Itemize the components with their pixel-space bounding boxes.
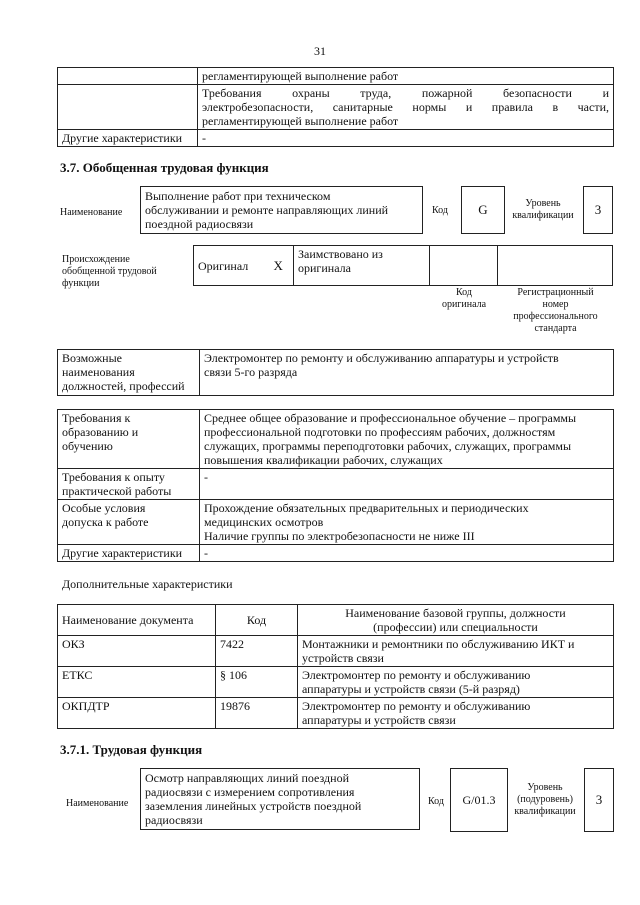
continuation-table — [57, 67, 614, 147]
table-row — [58, 698, 614, 729]
level-label — [505, 198, 581, 222]
text-line: Электромонтер по ремонту и обслуживанию — [302, 699, 531, 713]
requirement-label — [58, 500, 200, 545]
table-cell-value — [198, 85, 614, 130]
requirement-label — [58, 469, 200, 500]
text-line: обучению — [62, 439, 113, 453]
text-line: Происхождение — [62, 254, 130, 265]
level-label — [508, 782, 582, 818]
positions-label — [58, 350, 200, 396]
text-line: заземления линейных устройств поездной — [145, 799, 362, 813]
text-line: допуска к работе — [62, 515, 149, 529]
column-header-doc: Наименование документа — [58, 605, 216, 636]
table-row — [58, 410, 614, 469]
borrowed-label — [294, 246, 430, 286]
name-label: Наименование — [60, 207, 123, 218]
requirements-table — [57, 409, 614, 562]
subsection-heading: 3.7.1. Трудовая функция — [60, 742, 203, 757]
text-line: - — [204, 470, 208, 484]
group-cell — [298, 667, 614, 698]
code-cell: § 106 — [216, 667, 298, 698]
table-cell-value: - — [198, 130, 614, 147]
table-row — [58, 500, 614, 545]
code-box: G — [461, 186, 505, 234]
text-line: профессионального — [513, 311, 598, 322]
text-line: служащих, программы переподготовки рабочих, служащих, программы — [204, 439, 572, 453]
text-line: радиосвязи с измерением сопротивления — [145, 785, 355, 799]
doc-cell: ОКПДТР — [58, 698, 216, 729]
text-line: (подуровень) — [517, 794, 573, 805]
text-line: аппаратуры и устройств связи (5-й разряд) — [302, 682, 520, 696]
text-line: Прохождение обязательных предварительных и периодических — [204, 501, 529, 515]
reg-number-cell — [498, 246, 613, 286]
page-number: 31 — [314, 44, 326, 58]
requirement-label — [58, 545, 200, 562]
text-line: Электромонтер по ремонту и обслуживанию — [302, 668, 531, 682]
table-row — [58, 667, 614, 698]
origin-label — [62, 254, 157, 290]
column-header-code: Код — [216, 605, 298, 636]
text-line: оригинала — [298, 261, 351, 275]
text-line: оригинала — [441, 299, 487, 310]
text-line: Среднее общее образование и профессиональное обучение – программы — [204, 411, 577, 425]
text-line: радиосвязи — [145, 813, 203, 827]
text-line: квалификации — [514, 806, 576, 817]
text-line: Требования к — [62, 411, 131, 425]
group-cell — [298, 698, 614, 729]
requirement-value — [200, 545, 614, 562]
code-label: Код — [432, 205, 448, 216]
text-line: Уровень — [525, 198, 561, 209]
code-box: G/01.3 — [450, 768, 508, 832]
positions-table — [57, 349, 614, 396]
text-line: Наличие группы по электробезопасности не ниже III — [204, 529, 475, 543]
text-line: наименования — [62, 365, 135, 379]
text-line: Регистрационный — [517, 287, 594, 298]
text-line: Монтажники и ремонтники по обслуживанию ИКТ и — [302, 637, 575, 651]
text-line: Выполнение работ при техническом — [145, 189, 331, 203]
table-cell-value: регламентирующей выполнение работ — [198, 68, 614, 85]
text-line: Электромонтер по ремонту и обслуживанию аппаратуры и устройств — [204, 351, 559, 365]
text-line: Другие характеристики — [62, 546, 183, 560]
text-line: профессиональной подготовки по профессиям рабочих, должностям — [204, 425, 556, 439]
table-row — [58, 85, 614, 130]
text-line: Осмотр направляющих линий поездной — [145, 771, 349, 785]
text-line: - — [204, 546, 208, 560]
function-name-box — [140, 186, 423, 234]
positions-value — [200, 350, 614, 396]
text-line: повышения квалификации рабочих, служащих — [204, 453, 443, 467]
requirement-value — [200, 410, 614, 469]
function-name-box — [140, 768, 420, 830]
level-box: 3 — [584, 768, 614, 832]
orig-code-caption — [430, 287, 498, 311]
text-line: функции — [62, 278, 100, 289]
text-line: аппаратуры и устройств связи — [302, 713, 456, 727]
text-line: медицинских осмотров — [204, 515, 324, 529]
table-cell-label: Другие характеристики — [58, 130, 198, 147]
requirement-value — [200, 469, 614, 500]
text-line: стандарта — [534, 323, 577, 334]
text-line: должностей, профессий — [62, 379, 185, 393]
text-line: Наименование базовой группы, должности — [345, 606, 566, 620]
requirement-label — [58, 410, 200, 469]
text-line: поездной радиосвязи — [145, 217, 254, 231]
additional-table — [57, 604, 614, 729]
code-label: Код — [428, 796, 444, 807]
text-line: Требования охраны труда, пожарной безопасности и — [202, 86, 609, 100]
level-box: 3 — [583, 186, 613, 234]
table-row — [58, 469, 614, 500]
text-line: связи 5-го разряда — [204, 365, 298, 379]
code-cell: 19876 — [216, 698, 298, 729]
requirement-value — [200, 500, 614, 545]
table-row — [58, 636, 614, 667]
origin-table — [193, 245, 613, 286]
table-header-row — [58, 605, 614, 636]
additional-heading: Дополнительные характеристики — [62, 577, 233, 591]
text-line: обслуживании и ремонте направляющих линий — [145, 203, 389, 217]
orig-code-cell — [430, 246, 498, 286]
doc-cell: ОКЗ — [58, 636, 216, 667]
table-row — [58, 130, 614, 147]
doc-cell: ЕТКС — [58, 667, 216, 698]
text-line: Особые условия — [62, 501, 146, 515]
column-header-group — [298, 605, 614, 636]
table-row — [194, 246, 613, 286]
text-line: (профессии) или специальности — [373, 620, 538, 634]
table-row — [58, 545, 614, 562]
table-row — [58, 350, 614, 396]
text-line: электробезопасности, санитарные нормы и правила в части, — [202, 100, 609, 114]
text-line: Требования к опыту — [62, 470, 165, 484]
text-line: устройств связи — [302, 651, 384, 665]
text-line: квалификации — [512, 210, 574, 221]
text-line: Уровень — [527, 782, 563, 793]
section-heading: 3.7. Обобщенная трудовая функция — [60, 160, 269, 175]
text-line: Код — [456, 287, 472, 298]
text-line: регламентирующей выполнение работ — [202, 114, 399, 128]
text-line: обобщенной трудовой — [62, 266, 157, 277]
table-cell-label — [58, 68, 198, 85]
reg-number-caption — [498, 287, 613, 335]
text-line: Заимствовано из — [298, 247, 383, 261]
text-line: образованию и — [62, 425, 139, 439]
text-line: Возможные — [62, 351, 122, 365]
group-cell — [298, 636, 614, 667]
name-label: Наименование — [66, 798, 129, 809]
text-line: практической работы — [62, 484, 172, 498]
original-label: Оригинал — [194, 246, 264, 286]
code-cell: 7422 — [216, 636, 298, 667]
table-row — [58, 68, 614, 85]
text-line: номер — [542, 299, 569, 310]
original-mark: X — [264, 246, 294, 286]
table-cell-label — [58, 85, 198, 130]
